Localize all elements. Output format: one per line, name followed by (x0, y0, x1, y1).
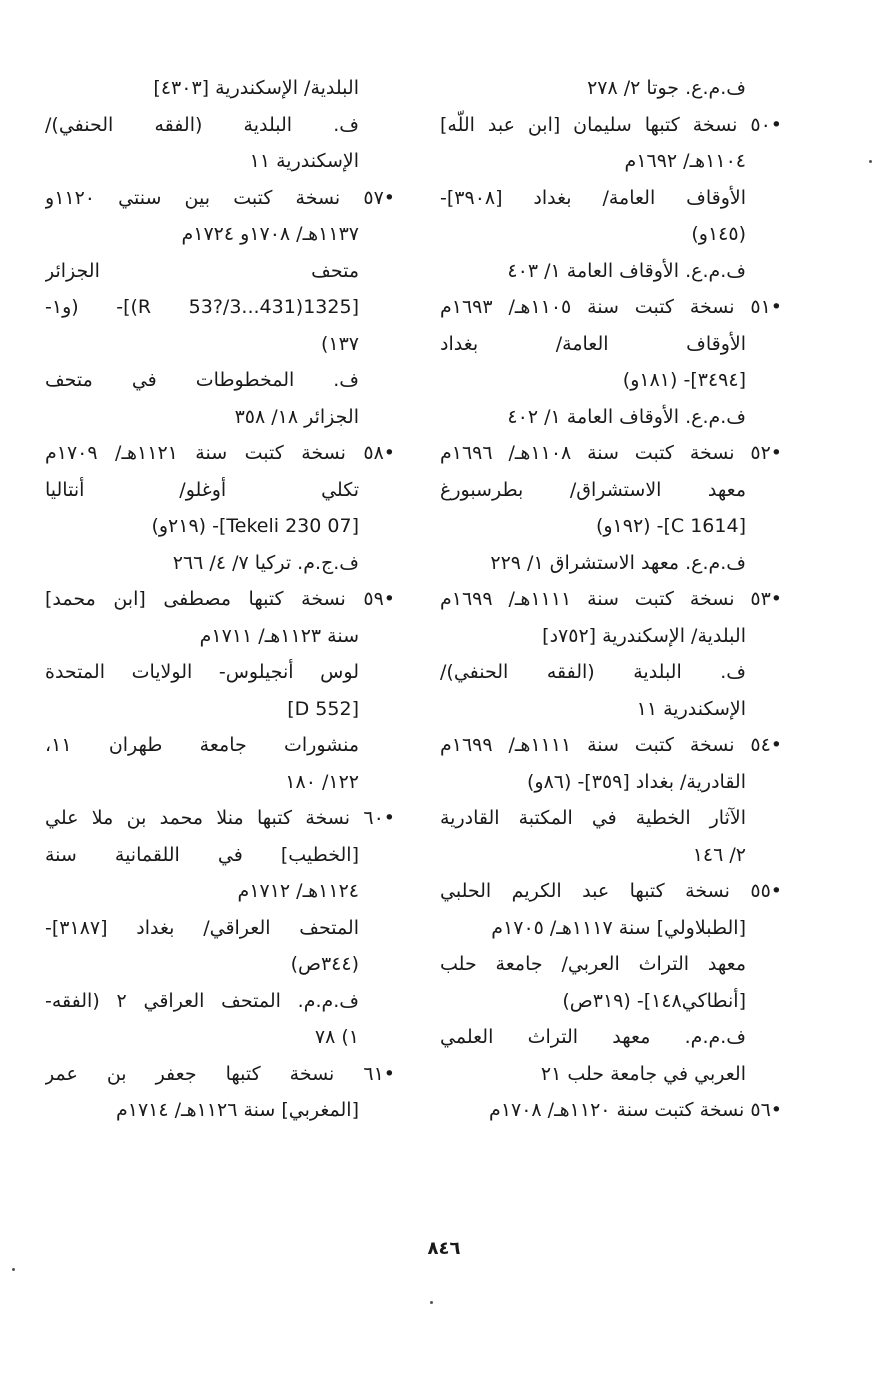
text-line: ١) ٧٨ (314, 1026, 359, 1048)
text-line: لوس أنجيلوس- الولايات المتحدة (45, 661, 359, 683)
text-line: الإسكندرية ١١ (636, 697, 746, 720)
text-line: [أنطاكي١٤٨]- (٣١٩ص) (562, 989, 746, 1012)
text-line: الأوقاف العامة/ بغداد [٣٩٠٨]- (440, 186, 746, 209)
text-line: الأوقاف العامة/ بغداد (440, 332, 746, 355)
text-line: ف.م.ع. معهد الاستشراق ١/ ٢٢٩ (490, 551, 746, 574)
text-line: ١١٢٤هـ/ ١٧١٢م (237, 880, 359, 902)
text-line: ف.م.ع. الأوقاف العامة ١/ ٤٠٣ (507, 259, 746, 282)
text-line: [D 552] (287, 697, 359, 720)
text-line: القادرية/ بغداد [٣٥٩]- (٨٦و) (526, 770, 746, 793)
entry-line: •٥٤ نسخة كتبت سنة ١١١١هـ/ ١٦٩٩م (440, 734, 782, 756)
text-line: البلدية/ الإسكندرية [٤٣٠٣] (153, 77, 359, 99)
text-line: ١٢٢/ ١٨٠ (285, 770, 359, 793)
entry-line: •٥٧ نسخة كتبت بين سنتي ١١٢٠و (45, 186, 395, 209)
entry-line: •٥٠ نسخة كتبها سليمان [ابن عبد اللّه] (440, 113, 782, 136)
text-line: [٣٤٩٤]- (١٨١و) (622, 369, 746, 391)
text-line: الآثار الخطية في المكتبة القادرية (440, 807, 746, 829)
text-line: الجزائر ١٨/ ٣٥٨ (234, 405, 359, 428)
entry-line: •٥٢ نسخة كتبت سنة ١١٠٨هـ/ ١٦٩٦م (440, 442, 782, 464)
text-line: (٣٤٤ص) (290, 953, 359, 975)
text-line: ١١٠٤هـ/ ١٦٩٢م (624, 150, 746, 172)
text-line: ١٣٧) (320, 332, 359, 355)
entry-line: •٥٥ نسخة كتبها عبد الكريم الحلبي (440, 880, 782, 902)
entry-line: •٦١ نسخة كتبها جعفر بن عمر (45, 1062, 395, 1085)
text-line: ف.ج.م. تركيا ٧/ ٤/ ٢٦٦ (172, 551, 359, 574)
page-number: ٨٤٦ (427, 1238, 461, 1259)
text-line: ف. البلدية (الفقه الحنفي)/ (440, 661, 746, 683)
scan-speck (430, 1301, 433, 1304)
text-line: [الخطيب] في اللقمانية سنة (45, 843, 359, 866)
scan-speck (869, 160, 872, 163)
text-line: ف. المخطوطات في متحف (45, 369, 359, 391)
text-line: البلدية/ الإسكندرية [٧٥٢د] (542, 624, 746, 647)
text-line: ف.م.م. المتحف العراقي ٢ (الفقه- (45, 989, 359, 1012)
entry-line: •٦٠ نسخة كتبها منلا محمد بن ملا علي (45, 807, 395, 829)
text-line: تكلي أوغلو/ أنتاليا (45, 478, 359, 501)
entry-line: •٥٦ نسخة كتبت سنة ١١٢٠هـ/ ١٧٠٨م (489, 1099, 782, 1121)
text-line: ٢/ ١٤٦ (692, 843, 746, 866)
text-line: ف.م.ع. جوتا ٢/ ٢٧٨ (587, 77, 746, 99)
text-line: (١٤٥و) (691, 223, 746, 245)
text-line: ف.م.م. معهد التراث العلمي (440, 1026, 746, 1048)
text-line: [07 Tekeli 230]- (٢١٩و) (151, 515, 359, 537)
entry-line: •٥٨ نسخة كتبت سنة ١١٢١هـ/ ١٧٠٩م (45, 442, 395, 464)
text-line: سنة ١١٢٣هـ/ ١٧١١م (199, 624, 359, 647)
entry-line: •٥١ نسخة كتبت سنة ١١٠٥هـ/ ١٦٩٣م (440, 296, 782, 318)
scan-speck (12, 1268, 15, 1271)
left-column (45, 70, 395, 1129)
right-column (440, 70, 782, 1129)
text-line: [الطبلاولي] سنة ١١١٧هـ/ ١٧٠٥م (491, 916, 746, 939)
text-line: ١١٣٧هـ/ ١٧٠٨و ١٧٢٤م (181, 223, 359, 245)
entry-line: •٥٩ نسخة كتبها مصطفى [ابن محمد] (45, 588, 395, 610)
text-line: [C 1614]- (١٩٢و) (595, 515, 746, 537)
text-line: معهد الاستشراق/ بطرسبورغ (440, 478, 746, 501)
text-line: العربي في جامعة حلب ٢١ (540, 1062, 746, 1085)
text-line: [1325(431...R 53?/3)]- (و١- (45, 296, 359, 318)
text-line: متحف الجزائر (45, 259, 359, 282)
text-line: ف.م.ع. الأوقاف العامة ١/ ٤٠٢ (507, 405, 746, 428)
text-line: المتحف العراقي/ بغداد [٣١٨٧]- (45, 916, 359, 939)
text-line: الإسكندرية ١١ (249, 150, 359, 172)
text-line: منشورات جامعة طهران ١١، (45, 734, 359, 756)
text-line: ف. البلدية (الفقه الحنفي)/ (45, 113, 359, 136)
text-line: معهد التراث العربي/ جامعة حلب (440, 953, 746, 975)
text-line: [المغربي] سنة ١١٢٦هـ/ ١٧١٤م (115, 1099, 359, 1121)
entry-line: •٥٣ نسخة كتبت سنة ١١١١هـ/ ١٦٩٩م (440, 588, 782, 610)
